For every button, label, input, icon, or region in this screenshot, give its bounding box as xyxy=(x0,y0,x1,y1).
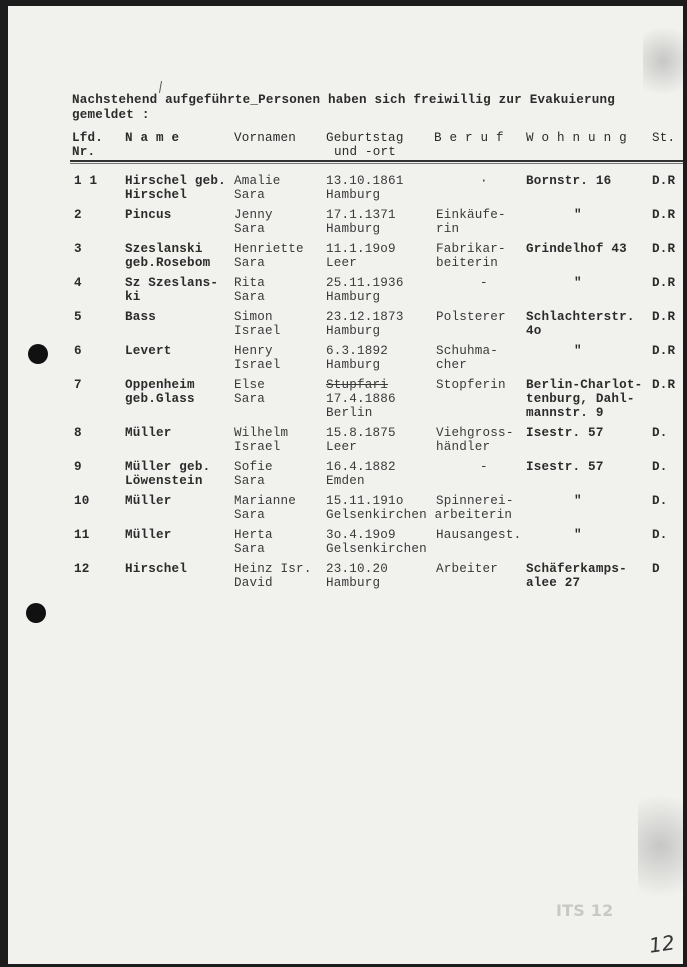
header-geburt-line1: Geburtstag xyxy=(326,131,404,145)
row-10-geburt-line: Gelsenkirchen arbeiterin xyxy=(326,508,513,522)
row-8-st-line: D. xyxy=(652,426,668,440)
row-3-st xyxy=(652,242,675,256)
row-8-wohnung xyxy=(526,426,604,440)
row-8-beruf xyxy=(436,426,514,454)
row-8-name xyxy=(125,426,172,440)
row-11-geburt xyxy=(326,528,427,556)
row-11-vorname-line: Herta xyxy=(234,528,273,542)
row-3-name-line: geb.Rosebom xyxy=(125,256,211,270)
row-1-wohnung xyxy=(526,174,611,188)
row-4-geburt xyxy=(326,276,404,304)
row-11-geburt-line: Gelsenkirchen xyxy=(326,542,427,556)
row-8-vorname xyxy=(234,426,288,454)
row-6-nr-line: 6 xyxy=(74,344,82,358)
row-8-vorname-line: Wilhelm xyxy=(234,426,289,440)
row-7-geburt xyxy=(326,378,396,420)
row-6-st-line: D.R xyxy=(652,344,676,358)
header-name: N a m e xyxy=(125,131,180,145)
row-6-vorname-line: Israel xyxy=(234,358,281,372)
row-3-vorname-line: Henriette xyxy=(234,242,304,256)
row-7-geburt-line: Berlin xyxy=(326,406,373,420)
row-10-st-line: D. xyxy=(652,494,668,508)
header-rule-thin xyxy=(70,163,683,164)
row-8-st xyxy=(652,426,668,440)
row-11-nr xyxy=(74,528,90,542)
row-6-wohnung xyxy=(526,344,582,358)
row-9-geburt xyxy=(326,460,396,488)
row-7-name xyxy=(125,378,195,406)
row-7-geburt-line: 17.4.1886 xyxy=(326,392,396,406)
row-3-geburt xyxy=(326,242,396,270)
row-3-beruf xyxy=(436,242,506,270)
row-9-st xyxy=(652,460,668,474)
punch-hole-top xyxy=(28,344,48,364)
row-5-beruf-line: Polsterer xyxy=(436,310,506,324)
row-8-wohnung-line: Isestr. 57 xyxy=(526,426,604,440)
row-4-beruf xyxy=(436,276,488,290)
row-10-vorname xyxy=(234,494,296,522)
row-11-nr-line: 11 xyxy=(74,528,90,542)
row-1-st xyxy=(652,174,675,188)
row-9-st-line: D. xyxy=(652,460,668,474)
row-3-wohnung-line: Grindelhof 43 xyxy=(526,242,627,256)
row-12-vorname xyxy=(234,562,312,590)
row-6-nr xyxy=(74,344,82,358)
row-2-geburt-line: 17.1.1371 xyxy=(326,208,396,222)
row-3-vorname xyxy=(234,242,304,270)
row-5-geburt-line: 23.12.1873 xyxy=(326,310,404,324)
row-2-geburt-line: Hamburg xyxy=(326,222,381,236)
row-5-wohnung-line: 4o xyxy=(526,324,542,338)
row-11-vorname xyxy=(234,528,273,556)
row-1-geburt-line: Hamburg xyxy=(326,188,381,202)
row-10-wohnung-line: " xyxy=(574,494,582,508)
row-7-vorname-line: Sara xyxy=(234,392,266,406)
page-number: 12 xyxy=(647,930,677,958)
row-9-name xyxy=(125,460,210,488)
row-5-wohnung-line: Schlachterstr. xyxy=(526,310,635,324)
row-6-wohnung-line: " xyxy=(574,344,582,358)
row-1-nr-line: 1 1 xyxy=(74,174,98,188)
row-10-geburt-line: 15.11.191o xyxy=(326,494,404,508)
header-wohnung: W o h n u n g xyxy=(526,131,627,145)
row-7-wohnung-line: mannstr. 9 xyxy=(526,406,604,420)
row-4-geburt-line: 25.11.1936 xyxy=(326,276,404,290)
row-1-wohnung-line: Bornstr. 16 xyxy=(526,174,612,188)
header-beruf: B e r u f xyxy=(434,131,504,145)
document-page xyxy=(8,6,683,964)
row-12-geburt xyxy=(326,562,388,590)
row-7-st xyxy=(652,378,675,392)
row-3-geburt-line: 11.1.19o9 xyxy=(326,242,396,256)
row-1-name-line: Hirschel xyxy=(125,188,188,202)
row-12-wohnung-line: Schäferkamps- xyxy=(526,562,627,576)
row-1-nr xyxy=(74,174,97,188)
row-7-beruf-line: Stopferin xyxy=(436,378,506,392)
row-2-st xyxy=(652,208,675,222)
row-12-st xyxy=(652,562,660,576)
row-8-nr-line: 8 xyxy=(74,426,82,440)
row-10-vorname-line: Marianne xyxy=(234,494,297,508)
row-2-vorname-line: Sara xyxy=(234,222,266,236)
row-3-vorname-line: Sara xyxy=(234,256,266,270)
row-7-nr-line: 7 xyxy=(74,378,82,392)
row-10-st xyxy=(652,494,668,508)
row-10-beruf-line: Spinnerei- xyxy=(436,494,514,508)
row-6-st xyxy=(652,344,675,358)
header-geburt-line2: und -ort xyxy=(334,145,397,159)
row-11-name-line: Müller xyxy=(125,528,172,542)
row-2-nr-line: 2 xyxy=(74,208,82,222)
row-1-st-line: D.R xyxy=(652,174,676,188)
row-9-name-line: Müller geb. xyxy=(125,460,211,474)
row-3-wohnung xyxy=(526,242,627,256)
row-6-vorname xyxy=(234,344,281,372)
row-4-st xyxy=(652,276,675,290)
heading-line-1: Nachstehend aufgeführte_Personen haben sich freiwillig zur Evakuierung xyxy=(72,93,616,107)
row-5-nr-line: 5 xyxy=(74,310,82,324)
row-9-name-line: Löwenstein xyxy=(125,474,203,488)
row-9-nr-line: 9 xyxy=(74,460,82,474)
archive-stamp: ITS 12 xyxy=(556,901,614,920)
row-5-geburt xyxy=(326,310,404,338)
header-geburt xyxy=(326,131,404,159)
row-5-name-line: Bass xyxy=(125,310,157,324)
row-4-wohnung xyxy=(526,276,582,290)
row-5-name xyxy=(125,310,156,324)
row-11-wohnung xyxy=(526,528,582,542)
row-5-vorname xyxy=(234,310,281,338)
row-4-beruf-line: - xyxy=(480,276,488,290)
row-6-name-line: Levert xyxy=(125,344,172,358)
row-9-wohnung-line: Isestr. 57 xyxy=(526,460,604,474)
row-8-geburt-line: 15.8.1875 xyxy=(326,426,396,440)
row-7-name-line: Oppenheim xyxy=(125,378,195,392)
row-2-beruf-line: rin xyxy=(436,222,460,236)
row-11-vorname-line: Sara xyxy=(234,542,266,556)
row-5-st xyxy=(652,310,675,324)
row-2-beruf xyxy=(436,208,506,236)
pencil-mark xyxy=(159,81,162,93)
row-2-beruf-line: Einkäufe- xyxy=(436,208,506,222)
row-10-vorname-line: Sara xyxy=(234,508,266,522)
row-4-nr xyxy=(74,276,82,290)
row-9-beruf xyxy=(436,460,488,474)
row-10-nr xyxy=(74,494,90,508)
row-8-name-line: Müller xyxy=(125,426,172,440)
row-2-name-line: Pincus xyxy=(125,208,172,222)
row-9-vorname xyxy=(234,460,273,488)
row-7-vorname-line: Else xyxy=(234,378,266,392)
row-7-geburt-line: Stupfari xyxy=(326,378,389,392)
row-1-vorname-line: Amalie xyxy=(234,174,281,188)
row-1-geburt-line: 13.10.1861 xyxy=(326,174,404,188)
row-12-name-line: Hirschel xyxy=(125,562,188,576)
row-2-geburt xyxy=(326,208,396,236)
row-4-vorname-line: Sara xyxy=(234,290,266,304)
row-8-geburt-line: Leer xyxy=(326,440,358,454)
row-8-beruf-line: Viehgross- xyxy=(436,426,514,440)
row-4-vorname xyxy=(234,276,265,304)
row-12-name xyxy=(125,562,187,576)
row-7-wohnung-line: Berlin-Charlot- xyxy=(526,378,643,392)
row-9-wohnung xyxy=(526,460,604,474)
row-1-name-line: Hirschel geb. xyxy=(125,174,226,188)
row-6-geburt-line: Hamburg xyxy=(326,358,381,372)
row-11-beruf-line: Hausangest. xyxy=(436,528,522,542)
header-lfd xyxy=(72,131,103,159)
row-3-beruf-line: Fabrikar- xyxy=(436,242,506,256)
row-9-geburt-line: Emden xyxy=(326,474,365,488)
row-9-vorname-line: Sara xyxy=(234,474,266,488)
row-8-geburt xyxy=(326,426,396,454)
row-11-st xyxy=(652,528,668,542)
row-9-geburt-line: 16.4.1882 xyxy=(326,460,396,474)
row-12-beruf xyxy=(436,562,498,576)
row-10-name xyxy=(125,494,172,508)
row-11-geburt-line: 3o.4.19o9 xyxy=(326,528,396,542)
row-9-vorname-line: Sofie xyxy=(234,460,273,474)
row-12-wohnung-line: alee 27 xyxy=(526,576,581,590)
row-6-beruf xyxy=(436,344,498,372)
row-12-geburt-line: 23.10.20 xyxy=(326,562,389,576)
header-vornamen: Vornamen xyxy=(234,131,297,145)
row-3-name xyxy=(125,242,210,270)
row-8-nr xyxy=(74,426,82,440)
row-12-beruf-line: Arbeiter xyxy=(436,562,499,576)
row-8-beruf-line: händler xyxy=(436,440,491,454)
row-12-nr-line: 12 xyxy=(74,562,90,576)
row-3-st-line: D.R xyxy=(652,242,676,256)
row-2-st-line: D.R xyxy=(652,208,676,222)
row-1-vorname-line: Sara xyxy=(234,188,266,202)
row-4-st-line: D.R xyxy=(652,276,676,290)
row-9-beruf-line: - xyxy=(480,460,488,474)
row-4-name-line: Sz Szeslans- xyxy=(125,276,219,290)
row-2-vorname xyxy=(234,208,273,236)
document-heading xyxy=(72,93,615,123)
row-7-wohnung xyxy=(526,378,642,420)
row-4-nr-line: 4 xyxy=(74,276,82,290)
header-lfd-line1: Lfd. xyxy=(72,131,104,145)
row-3-geburt-line: Leer xyxy=(326,256,358,270)
row-10-name-line: Müller xyxy=(125,494,172,508)
row-5-nr xyxy=(74,310,82,324)
row-5-st-line: D.R xyxy=(652,310,676,324)
header-st: St. xyxy=(652,131,676,145)
row-12-vorname-line: David xyxy=(234,576,273,590)
row-3-nr-line: 3 xyxy=(74,242,82,256)
row-7-nr xyxy=(74,378,82,392)
row-6-name xyxy=(125,344,172,358)
row-4-vorname-line: Rita xyxy=(234,276,266,290)
header-rule xyxy=(70,160,683,162)
row-5-vorname-line: Israel xyxy=(234,324,281,338)
row-2-nr xyxy=(74,208,82,222)
row-11-st-line: D. xyxy=(652,528,668,542)
row-2-wohnung xyxy=(526,208,582,222)
row-5-geburt-line: Hamburg xyxy=(326,324,381,338)
row-8-vorname-line: Israel xyxy=(234,440,281,454)
row-1-geburt xyxy=(326,174,404,202)
row-7-name-line: geb.Glass xyxy=(125,392,195,406)
row-11-beruf xyxy=(436,528,521,542)
row-7-st-line: D.R xyxy=(652,378,676,392)
row-6-vorname-line: Henry xyxy=(234,344,273,358)
row-7-wohnung-line: tenburg, Dahl- xyxy=(526,392,635,406)
row-6-beruf-line: Schuhma- xyxy=(436,344,499,358)
row-5-wohnung xyxy=(526,310,635,338)
row-1-beruf xyxy=(436,174,488,188)
row-12-nr xyxy=(74,562,90,576)
row-3-beruf-line: beiterin xyxy=(436,256,499,270)
row-7-vorname xyxy=(234,378,265,406)
row-3-nr xyxy=(74,242,82,256)
row-6-geburt-line: 6.3.1892 xyxy=(326,344,389,358)
punch-hole-bottom xyxy=(26,603,46,623)
row-6-beruf-line: cher xyxy=(436,358,468,372)
heading-line-2: gemeldet : xyxy=(72,108,150,122)
row-1-beruf-line: · xyxy=(480,174,488,188)
row-10-beruf xyxy=(436,494,514,508)
paper-stain xyxy=(643,16,683,106)
row-2-name xyxy=(125,208,172,222)
row-1-vorname xyxy=(234,174,281,202)
row-4-geburt-line: Hamburg xyxy=(326,290,381,304)
row-10-wohnung xyxy=(526,494,582,508)
row-4-wohnung-line: " xyxy=(574,276,582,290)
row-2-wohnung-line: " xyxy=(574,208,582,222)
row-5-vorname-line: Simon xyxy=(234,310,273,324)
row-7-beruf xyxy=(436,378,506,392)
row-5-beruf xyxy=(436,310,506,324)
row-12-vorname-line: Heinz Isr. xyxy=(234,562,312,576)
row-2-vorname-line: Jenny xyxy=(234,208,273,222)
row-11-name xyxy=(125,528,172,542)
row-12-st-line: D xyxy=(652,562,660,576)
row-1-name xyxy=(125,174,226,202)
row-9-nr xyxy=(74,460,82,474)
row-4-name-line: ki xyxy=(125,290,141,304)
row-12-geburt-line: Hamburg xyxy=(326,576,381,590)
paper-stain xyxy=(638,776,683,916)
row-10-nr-line: 10 xyxy=(74,494,90,508)
row-6-geburt xyxy=(326,344,388,372)
row-4-name xyxy=(125,276,218,304)
header-lfd-line2: Nr. xyxy=(72,145,96,159)
row-3-name-line: Szeslanski xyxy=(125,242,203,256)
row-12-wohnung xyxy=(526,562,627,590)
row-11-wohnung-line: " xyxy=(574,528,582,542)
